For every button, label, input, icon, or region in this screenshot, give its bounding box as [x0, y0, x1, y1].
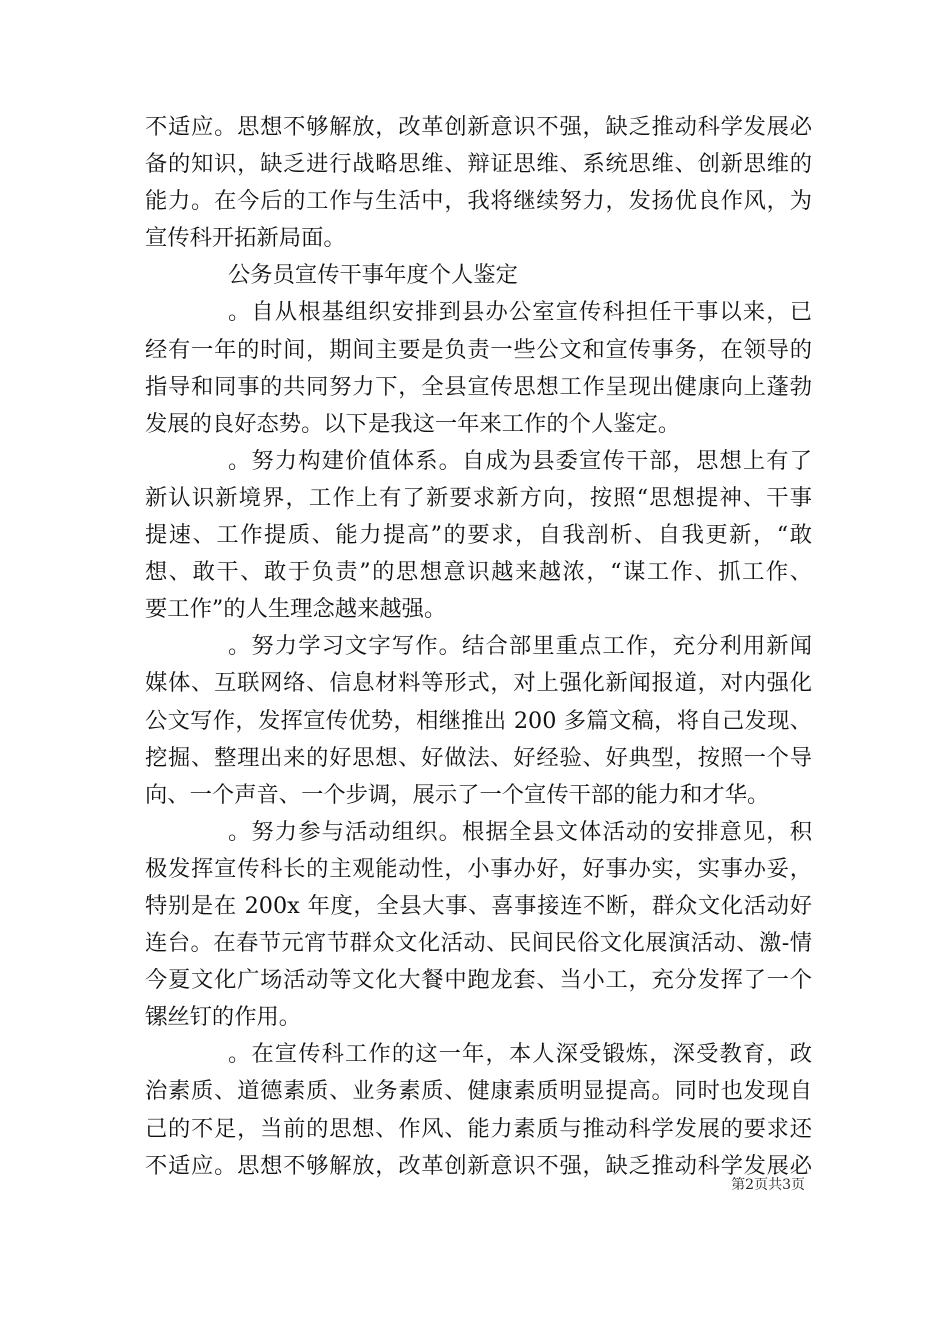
text-line: 要工作”的人生理念越来越强。: [145, 596, 447, 623]
paragraph: [145, 294, 812, 442]
text-line: 。努力构建价值体系。自成为县委宣传干部，思想上有了: [228, 447, 812, 474]
text-line: 想、敢干、敢于负责”的思想意识越来越浓，“谋工作、抓工作、: [145, 559, 812, 586]
text-line: 宣传科开拓新局面。: [145, 225, 346, 252]
text-line: 能力。在今后的工作与生活中，我将继续努力，发扬优良作风，为: [145, 188, 812, 215]
text-line: 向、一个声音、一个步调，展示了一个宣传干部的能力和才华。: [145, 781, 770, 808]
page-number: 第2页共3页: [731, 1177, 805, 1193]
text-line: 镙丝钉的作用。: [145, 1004, 302, 1031]
text-line: 挖掘、整理出来的好思想、好做法、好经验、好典型，按照一个导: [145, 744, 812, 771]
text-line: 提速、工作提质、能力提高”的要求，自我剖析、自我更新，“敢: [145, 522, 812, 549]
text-line: 不适应。思想不够解放，改革创新意识不强，缺乏推动科学发展必: [145, 114, 812, 140]
paragraph: [145, 814, 812, 1037]
paragraph: [145, 628, 812, 813]
text-line: 特别是在 200x 年度，全县大事、喜事接连不断，群众文化活动好: [145, 892, 812, 919]
section-title-text: 公务员宣传干事年度个人鉴定: [228, 262, 518, 289]
text-line: 。自从根基组织安排到县办公室宣传科担任干事以来，已: [228, 299, 812, 326]
text-line: 己的不足，当前的思想、作风、能力素质与推动科学发展的要求还: [145, 1115, 812, 1142]
paragraph: [145, 109, 812, 257]
text-line: 公文写作，发挥宣传优势，相继推出 200 多篇文稿，将自己发现、: [145, 707, 812, 734]
text-line: 经有一年的时间，期间主要是负责一些公文和宣传事务，在领导的: [145, 336, 812, 363]
text-line: 不适应。思想不够解放，改革创新意识不强，缺乏推动科学发展必: [145, 1152, 812, 1179]
text-line: 媒体、互联网络、信息材料等形式，对上强化新闻报道，对内强化: [145, 670, 812, 697]
paragraph: [145, 1036, 812, 1184]
text-line: 。在宣传科工作的这一年，本人深受锻炼，深受教育，政: [228, 1041, 812, 1068]
text-line: 治素质、道德素质、业务素质、健康素质明显提高。同时也发现自: [145, 1078, 812, 1105]
text-line: 今夏文化广场活动等文化大餐中跑龙套、当小工，充分发挥了一个: [145, 967, 812, 994]
text-line: 指导和同事的共同努力下，全县宣传思想工作呈现出健康向上蓬勃: [145, 373, 812, 400]
text-line: 极发挥宣传科长的主观能动性，小事办好，好事办实，实事办妥，: [145, 855, 812, 882]
text-line: 备的知识，缺乏进行战略思维、辩证思维、系统思维、创新思维的: [145, 151, 812, 178]
text-line: 。努力学习文字写作。结合部里重点工作，充分利用新闻: [228, 633, 812, 660]
section-title: [145, 257, 812, 294]
paragraph: [145, 443, 812, 628]
text-line: 发展的良好态势。以下是我这一年来工作的个人鉴定。: [145, 410, 681, 437]
text-line: 新认识新境界，工作上有了新要求新方向，按照“思想提神、干事: [145, 484, 812, 511]
text-line: 连台。在春节元宵节群众文化活动、民间民俗文化展演活动、激-情: [145, 930, 812, 957]
document-body: [145, 109, 812, 1185]
text-line: 。努力参与活动组织。根据全县文体活动的安排意见，积: [228, 818, 812, 845]
